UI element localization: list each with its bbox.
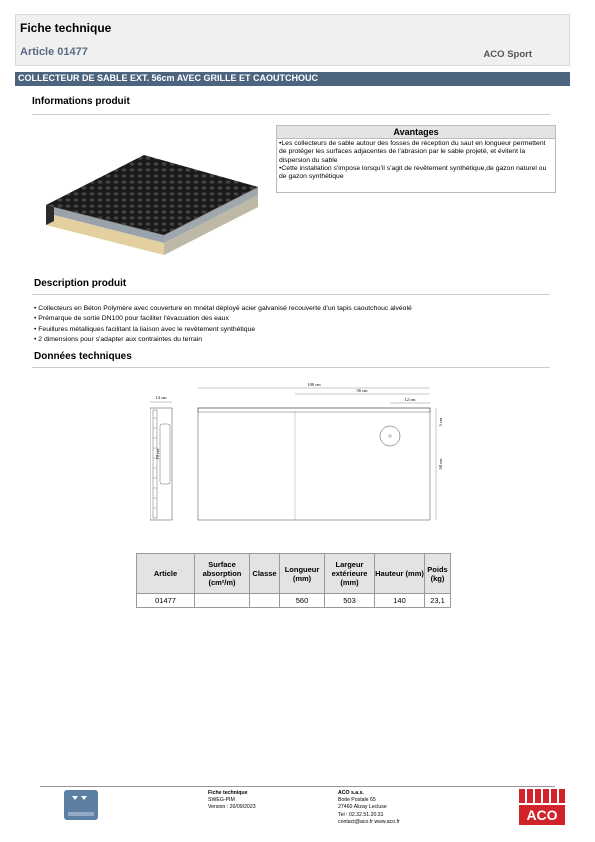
footer-doc-title: Fiche technique: [208, 790, 248, 796]
article-code: Article 01477: [20, 46, 88, 58]
th-longueur: Longueur (mm): [280, 554, 325, 594]
advantage-item: • Les collecteurs de sable autour des fosses de réception du saut en longueur permettent de protéger les surfaces adjacentes de l'abrasion par le sable projeté, et évitent la dispersion du sable: [279, 140, 553, 165]
footer-address-2: 27460 Alizay Lecluse: [338, 804, 387, 811]
aco-logo: [517, 787, 567, 827]
dim-inner-height: 10 cm: [155, 448, 160, 460]
doc-title: Fiche technique: [20, 21, 112, 35]
footer-phone: Tel : 02.32.51.20.31: [338, 811, 384, 818]
advantages-list: [277, 139, 555, 182]
description-item: • 2 dimensions pour s'adapter aux contraintes du terrain: [34, 335, 412, 345]
th-hauteur: Hauteur (mm): [375, 554, 425, 594]
description-item: • Prémarque de sortie DN100 pour faciliter l'évacuation des eaux: [34, 314, 412, 324]
td-longueur: 560: [280, 594, 325, 608]
dim-total-width: 50 cm: [438, 458, 443, 470]
th-poids: Poids (kg): [425, 554, 451, 594]
section-description-title: Description produit: [34, 278, 127, 289]
footer-email-web: contact@aco.fr www.aco.fr: [338, 818, 400, 825]
td-poids: 23,1: [425, 594, 451, 608]
aco-logo-text: ACO: [526, 807, 558, 823]
dim-inner-length: 56 cm: [356, 388, 368, 393]
dim-width-left: 14 cm: [155, 395, 167, 400]
footer-doc-info: [208, 790, 256, 812]
advantages-box: [276, 125, 556, 193]
th-article: Article: [137, 554, 195, 594]
td-hauteur: 140: [375, 594, 425, 608]
dim-total-length: 100 cm: [307, 382, 321, 387]
section-info-title: Informations produit: [32, 96, 130, 107]
divider: [32, 367, 550, 368]
dim-outlet-offset: 12 cm: [404, 397, 416, 402]
td-surface: [195, 594, 250, 608]
footer-divider: [40, 786, 555, 787]
footer-doc-version: Version : 20/09/2023: [208, 804, 256, 811]
section-technical-title: Données techniques: [34, 351, 132, 362]
advantage-item: • Cette installation s'impose lorsqu'il s'agit de revêtement synthétique,de gazon naturel ou de gazon synthétique: [279, 165, 553, 182]
divider: [32, 294, 550, 295]
aco-sport-logo: [64, 790, 98, 820]
th-largeur: Largeur extérieure (mm): [325, 554, 375, 594]
description-list: [34, 304, 412, 346]
brand-name: ACO Sport: [483, 49, 532, 60]
description-item: • Collecteurs en Béton Polymère avec couverture en mnétal déployé acier galvanisé recouverte d'un tapis caoutchouc alvéolé: [34, 304, 412, 314]
footer-company: ACO s.a.s.: [338, 790, 364, 796]
spec-table: [136, 553, 451, 608]
table-row: [137, 594, 451, 608]
footer-contact: [338, 790, 400, 826]
description-item: • Feuillures métalliques facilitant la liaison avec le revêtement synthétique: [34, 325, 412, 335]
advantages-title: Avantages: [277, 126, 555, 139]
header-box: [15, 14, 570, 66]
technical-drawing: [150, 376, 445, 536]
th-classe: Classe: [250, 554, 280, 594]
td-article: 01477: [137, 594, 195, 608]
th-surface: Surface absorption (cm²/m): [195, 554, 250, 594]
product-banner: COLLECTEUR DE SABLE EXT. 56cm AVEC GRILLE ET CAOUTCHOUC: [15, 72, 570, 86]
product-image: [40, 125, 262, 257]
divider: [32, 114, 550, 115]
footer-address-1: Boite Postale 65: [338, 797, 376, 804]
td-largeur: 503: [325, 594, 375, 608]
td-classe: [250, 594, 280, 608]
dim-outlet-height: 5 cm: [438, 417, 443, 427]
footer-doc-source: SWEG-PIM: [208, 797, 235, 804]
